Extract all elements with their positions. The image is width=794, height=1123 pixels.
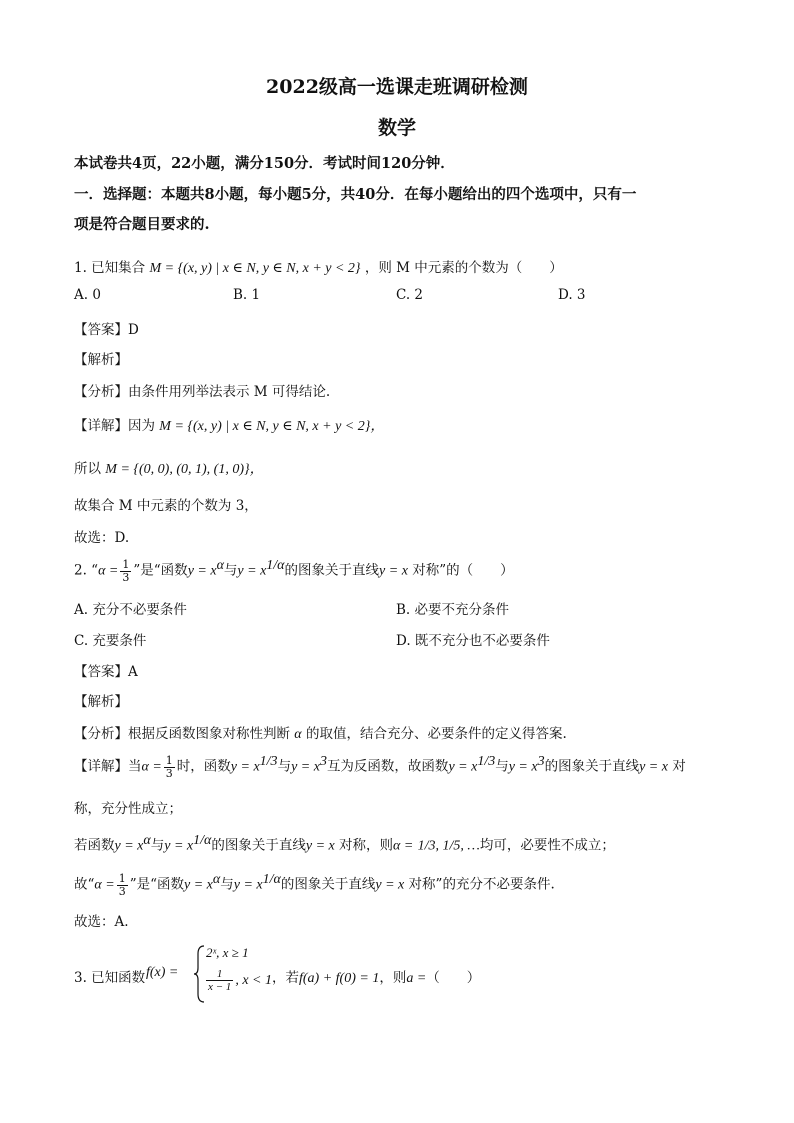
q2-d3-frac-den: 3 [118, 884, 126, 898]
q3-case2-cond: , x < 1 [235, 973, 272, 988]
q2-d1-fraction [164, 755, 175, 780]
q2-detail-line2 [74, 833, 615, 855]
q1-detail-line2 [74, 457, 264, 478]
q3-fx: f(x) = [146, 965, 179, 980]
q2-d2-fn2: y = x [164, 838, 194, 854]
q1-detail2-expression: M = {(0, 0), (0, 1), (1, 0)}， [105, 462, 264, 477]
q2-d1-a: 【详解】当 [74, 758, 142, 775]
q1-detail1-prefix: 【详解】因为 [74, 418, 155, 434]
q2-d2-b: 与 [150, 837, 165, 854]
q1-detail-line3: 故集合 M 中元素的个数为 3， [74, 498, 258, 514]
q2-d3-fraction [117, 873, 128, 898]
q2-alpha: α = [98, 563, 119, 579]
q1-set-expression: M = {(x, y) | x ∈ N, y ∈ N, x + y < 2} [149, 261, 361, 276]
q2-analysis [74, 722, 567, 743]
q2-option-b: B. 必要不充分条件 [396, 602, 510, 618]
q3-case2-den: x − 1 [208, 981, 232, 993]
q2-analysis-alpha: α [294, 727, 302, 742]
q2-stem-d: 的图象关于直线 [284, 562, 380, 579]
q2-d2-fn1: y = x [114, 838, 144, 854]
q2-d2-a: 若函数 [74, 837, 115, 854]
q2-d1-c: 与 [277, 758, 292, 775]
q1-option-b: B. 1 [233, 287, 261, 303]
q2-d3-fn2: y = x [233, 877, 263, 893]
q3-case2-num: 1 [206, 968, 233, 981]
q1-option-d: D. 3 [558, 287, 586, 303]
q2-detail-line1 [74, 754, 686, 780]
q2-option-d: D. 既不充分也不必要条件 [396, 633, 550, 649]
q2-d1-fn1-sup: 1/3 [259, 754, 278, 769]
q2-d3-d: 的图象关于直线 [280, 876, 376, 893]
exam-intro: 本试卷共4页，22小题，满分150分．考试时间120分钟． [74, 155, 455, 172]
q3-a-equals: a = [406, 971, 427, 986]
q2-d3-alpha: α = [94, 877, 115, 893]
q2-d1-alpha: α = [141, 759, 162, 775]
q2-option-a: A. 充分不必要条件 [74, 602, 187, 618]
q2-d3-fn1: y = x [184, 877, 213, 893]
q1-option-a: A. 0 [74, 287, 101, 303]
q2-d1-fn1: y = x [230, 759, 260, 775]
q2-d3-fn1-sup: α [212, 872, 221, 887]
q2-stem-c: 与 [223, 562, 238, 579]
section-heading-line1: 一．选择题：本题共8小题，每小题5分，共40分．在每小题给出的四个选项中，只有一 [74, 186, 637, 203]
q2-fn1: y = x [187, 563, 217, 579]
q3-stem-post: ，则 [379, 970, 407, 986]
q2-d3-e: 对称”的充分不必要条件. [408, 876, 555, 893]
q2-d1-fn3: y = x [448, 759, 478, 775]
q2-stem-open: 2. “ [74, 562, 99, 579]
q2-d1-g: 对 [672, 758, 686, 775]
q2-choose: 故选：A. [74, 914, 129, 930]
q3-condition: f(a) + f(0) = 1 [299, 971, 380, 986]
q1-stem-suffix: ，则 M 中元素的个数为（ ） [364, 260, 563, 276]
q2-d3-a: 故“ [74, 876, 95, 893]
q2-d1-b: 时，函数 [176, 758, 231, 775]
q2-analysis-suffix: 的取值，结合充分、必要条件的定义得答案. [305, 726, 567, 742]
q2-d1-f: 的图象关于直线 [544, 758, 640, 775]
q2-detail-line3 [74, 872, 555, 898]
q2-d2-fn1-sup: α [143, 833, 151, 848]
q3-case1: 2ˣ, x ≥ 1 [206, 945, 249, 960]
q2-d3-frac-num: 1 [118, 871, 126, 885]
q1-stem-prefix: 1. 已知集合 [74, 260, 146, 276]
q2-d2-values: 1/3, 1/5, … [417, 838, 480, 854]
q2-d2-line: y = x [305, 838, 335, 854]
q2-detail-line1-cont: 称，充分性成立； [74, 801, 182, 817]
q1-answer: 【答案】D [74, 322, 139, 338]
q2-analysis-prefix: 【分析】根据反函数图象对称性判断 [74, 726, 290, 742]
q3-case2-fraction [206, 968, 233, 993]
q2-d1-frac-den: 3 [165, 766, 173, 780]
q2-fraction [120, 559, 131, 584]
q2-d3-c: 与 [220, 876, 234, 893]
q1-detail1-expression: M = {(x, y) | x ∈ N, y ∈ N, x + y < 2}， [159, 419, 385, 434]
q1-detail-line1 [74, 414, 384, 435]
q2-d1-fn3-sup: 1/3 [477, 754, 496, 769]
q1-choose: 故选：D. [74, 530, 130, 546]
subject-title: 数学 [377, 117, 416, 139]
q2-d2-d: 对称，则 [339, 837, 394, 854]
q2-d1-e: 与 [495, 758, 509, 775]
q1-stem [74, 256, 563, 277]
q2-option-c: C. 充要条件 [74, 633, 147, 649]
q2-stem-b: ”是“函数 [133, 562, 188, 579]
q3-stem-mid: ，若 [272, 970, 299, 986]
q3-case2 [204, 968, 272, 993]
q2-d1-line: y = x [639, 759, 668, 775]
q2-frac-num: 1 [122, 557, 130, 571]
q1-option-c: C. 2 [396, 287, 424, 303]
q2-d1-d: 互为反函数，故函数 [326, 758, 449, 775]
q2-d3-line: y = x [375, 877, 405, 893]
q2-fn2-sup: 1/α [266, 558, 285, 573]
q2-d3-b: ”是“函数 [129, 876, 185, 893]
q1-jiexi-label: 【解析】 [74, 352, 128, 368]
q2-d1-fn4-sup: 3 [537, 754, 545, 769]
q2-fn2: y = x [237, 563, 267, 579]
q2-d2-e: 均可，必要性不成立； [479, 837, 615, 854]
q2-d2-alpha: α = [393, 838, 414, 854]
section-heading-line2: 项是符合题目要求的. [74, 216, 210, 233]
q2-frac-den: 3 [122, 570, 130, 584]
q2-d1-fn2-sup: 3 [319, 754, 327, 769]
q3-stem-prefix: 3. 已知函数 [74, 970, 146, 986]
q1-detail2-prefix: 所以 [74, 461, 101, 477]
q2-stem-e: 对称”的（ ） [412, 562, 514, 579]
exam-title: 2022级高一选课走班调研检测 [266, 76, 528, 98]
q2-d2-fn2-sup: 1/α [193, 833, 212, 848]
q2-d1-fn2: y = x [291, 759, 320, 775]
q2-line: y = x [379, 563, 408, 579]
q3-stem-rest [272, 966, 480, 987]
q2-stem [74, 558, 514, 584]
q2-d3-fn2-sup: 1/α [262, 872, 281, 887]
q3-blank: （ ） [426, 970, 481, 986]
q2-d1-frac-num: 1 [165, 753, 173, 767]
q2-d2-c: 的图象关于直线 [211, 837, 306, 854]
q2-d1-fn4: y = x [508, 759, 538, 775]
q2-jiexi-label: 【解析】 [74, 694, 128, 710]
q2-answer: 【答案】A [74, 664, 138, 680]
q2-fn1-sup: α [216, 558, 224, 573]
q1-analysis: 【分析】由条件用列举法表示 M 可得结论. [74, 384, 331, 400]
